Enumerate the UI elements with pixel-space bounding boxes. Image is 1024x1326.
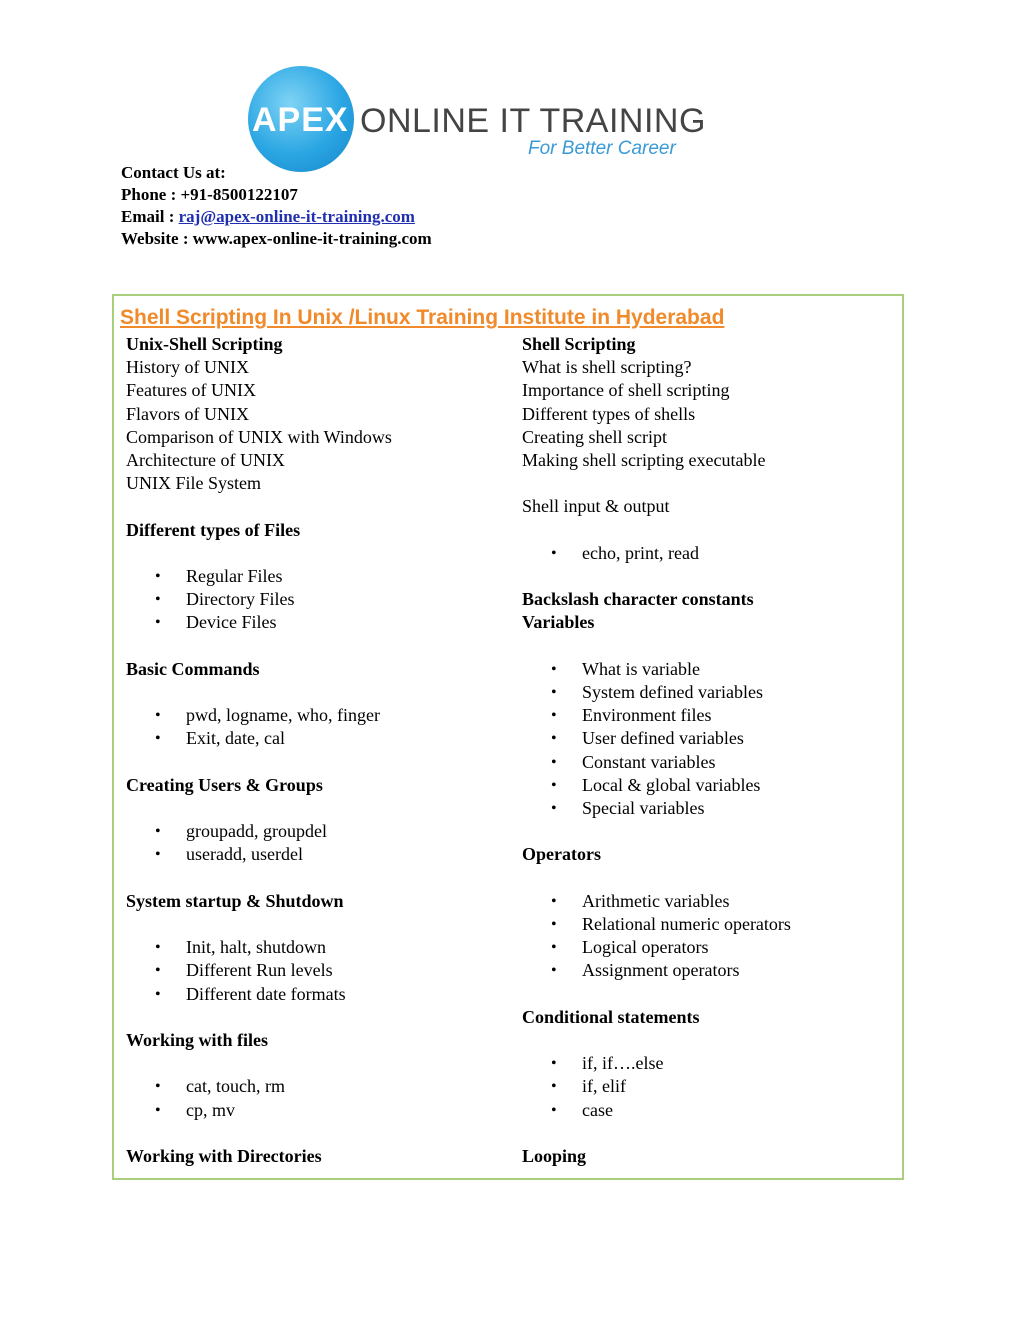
section-heading: Looping [522, 1145, 587, 1166]
logo-name: ONLINE IT TRAINING [360, 102, 706, 140]
website-label: Website : [121, 229, 193, 248]
bullet-item: • case [522, 1099, 791, 1122]
bullet-item: • Local & global variables [522, 774, 791, 797]
list-item: Creating shell script [522, 426, 667, 447]
section-heading: Different types of Files [126, 519, 301, 540]
bullet-item: • Different date formats [126, 983, 392, 1006]
section-heading: Backslash character constants [522, 589, 754, 610]
logo [248, 66, 708, 174]
bullet-item: • Arithmetic variables [522, 890, 791, 913]
bullet-list [126, 820, 392, 866]
phone-line [121, 184, 432, 206]
bullet-item: • What is variable [522, 658, 791, 681]
bullet-item: • Special variables [522, 797, 791, 820]
section-heading: Variables [522, 612, 595, 633]
bullet-list [126, 565, 392, 635]
list-item: Flavors of UNIX [126, 403, 249, 424]
list-item: What is shell scripting? [522, 357, 692, 378]
bullet-item: • Assignment operators [522, 959, 791, 982]
email-label: Email : [121, 207, 179, 226]
bullet-item: • Logical operators [522, 936, 791, 959]
section-heading: Operators [522, 844, 601, 865]
bullet-item: • echo, print, read [522, 542, 791, 565]
bullet-item: • if, if….else [522, 1052, 791, 1075]
bullet-item: • cat, touch, rm [126, 1075, 392, 1098]
list-item: Importance of shell scripting [522, 380, 730, 401]
list-item: History of UNIX [126, 357, 249, 378]
section-heading: Working with Directories [126, 1145, 322, 1166]
bullet-item: • Environment files [522, 704, 791, 727]
bullet-item: • groupadd, groupdel [126, 820, 392, 843]
list-item: Shell input & output [522, 496, 670, 517]
section-heading: Shell Scripting [522, 334, 636, 354]
list-item: Features of UNIX [126, 380, 256, 401]
bullet-item: • Directory Files [126, 588, 392, 611]
bullet-list [126, 936, 392, 1006]
list-item: Different types of shells [522, 403, 696, 424]
logo-tagline: For Better Career [528, 138, 676, 159]
list-item: Making shell scripting executable [522, 450, 766, 471]
bullet-item: • useradd, userdel [126, 843, 392, 866]
left-column [126, 333, 392, 1168]
right-column [522, 333, 791, 1168]
list-item: Comparison of UNIX with Windows [126, 426, 392, 447]
course-title: Shell Scripting In Unix /Linux Training Institute in Hyderabad [120, 306, 725, 329]
list-item: UNIX File System [126, 473, 261, 494]
section-heading: System startup & Shutdown [126, 890, 344, 911]
bullet-list [522, 1052, 791, 1122]
bullet-list [522, 658, 791, 820]
phone-label: Phone : [121, 185, 181, 204]
bullet-item: • Regular Files [126, 565, 392, 588]
bullet-item: • cp, mv [126, 1099, 392, 1122]
section-heading: Basic Commands [126, 658, 260, 679]
bullet-list [126, 704, 392, 750]
bullet-list [126, 1075, 392, 1121]
bullet-item: • Different Run levels [126, 959, 392, 982]
website-line [121, 228, 432, 250]
bullet-item: • Device Files [126, 611, 392, 634]
section-heading: Conditional statements [522, 1006, 700, 1027]
bullet-item: • if, elif [522, 1075, 791, 1098]
bullet-list [522, 542, 791, 565]
bullet-item: • Init, halt, shutdown [126, 936, 392, 959]
bullet-item: • Constant variables [522, 751, 791, 774]
contact-block [121, 162, 432, 250]
email-link[interactable]: raj@apex-online-it-training.com [178, 207, 415, 226]
website-url: www.apex-online-it-training.com [192, 229, 432, 248]
bullet-item: • Exit, date, cal [126, 727, 392, 750]
logo-brand-word: APEX [252, 101, 349, 139]
contact-heading: Contact Us at: [121, 163, 226, 182]
bullet-item: • User defined variables [522, 727, 791, 750]
section-heading: Creating Users & Groups [126, 774, 323, 795]
bullet-list [522, 890, 791, 983]
section-heading: Working with files [126, 1029, 269, 1050]
bullet-item: • Relational numeric operators [522, 913, 791, 936]
section-heading: Unix-Shell Scripting [126, 334, 283, 354]
bullet-item: • pwd, logname, who, finger [126, 704, 392, 727]
list-item: Architecture of UNIX [126, 450, 285, 471]
bullet-item: • System defined variables [522, 681, 791, 704]
phone-number: +91-8500122107 [180, 185, 298, 204]
email-line [121, 206, 432, 228]
